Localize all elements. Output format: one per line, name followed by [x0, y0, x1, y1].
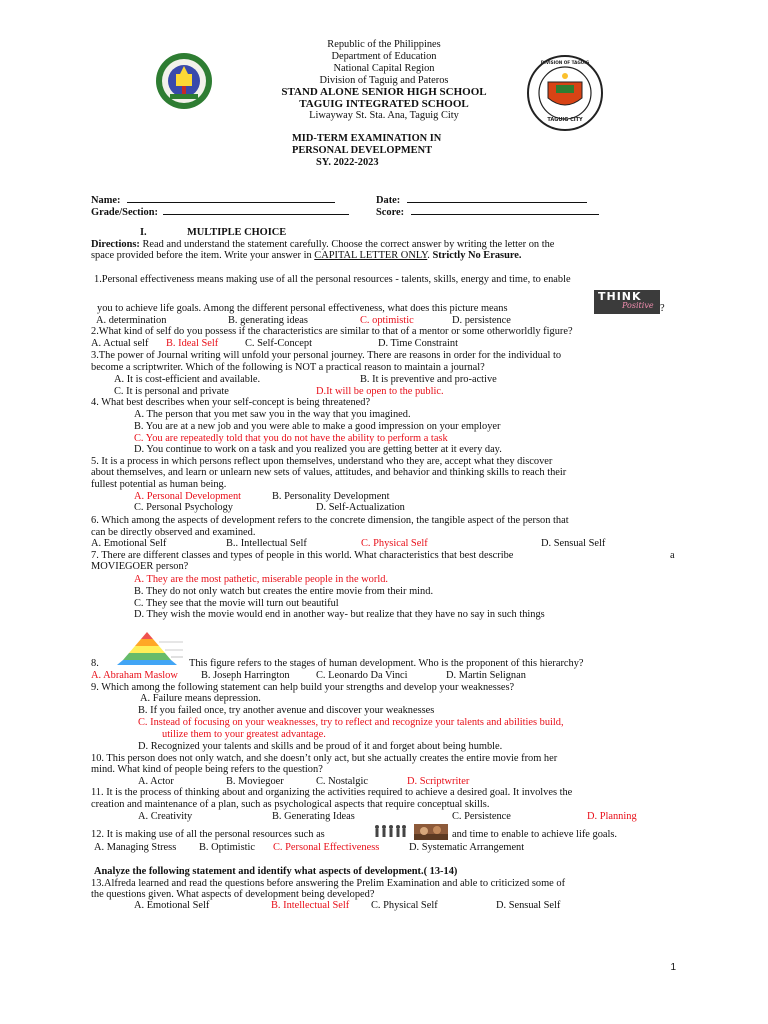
score-label: Score: [376, 207, 405, 218]
q2-option-d: D. Time Constraint [378, 338, 458, 349]
maslow-pyramid-image [107, 630, 187, 666]
q4-option-c: C. You are repeatedly told that you do not have the ability to perform a task [134, 433, 448, 444]
q5-line-2: about themselves, and learn or unlearn new sets of values, attitudes, and behavior and thinking skills to reach their [91, 467, 567, 478]
q4-option-b: B. You are at a new job and you were able to make a good impression on your employer [134, 421, 501, 432]
header-division: Division of Taguig and Pateros [319, 75, 449, 86]
q11-option-b: B. Generating Ideas [272, 811, 355, 822]
grade-line[interactable] [163, 205, 349, 215]
directions-text-1: Read and understand the statement carefully. Choose the correct answer by writing the letter on the [139, 239, 555, 250]
q7-option-b: B. They do not only watch but creates the entire movie from their mind. [134, 586, 434, 597]
q1-option-d: D. persistence [452, 315, 511, 326]
q5-line-1: 5. It is a process in which persons reflect upon themselves, understand who they are, accept what they discover [91, 456, 553, 467]
directions-strict: Strictly No Erasure. [432, 250, 522, 261]
directions-label: Directions: [91, 239, 140, 250]
q11-line-2: creation and maintenance of a plan, such as psychological aspects that require conceptual skills. [91, 799, 490, 810]
q10-option-c: C. Nostalgic [316, 776, 368, 787]
q7-line-2: MOVIEGOER person? [91, 561, 189, 572]
name-label: Name: [91, 195, 121, 206]
q13-option-b: B. Intellectual Self [271, 900, 350, 911]
q11-option-c: C. Persistence [452, 811, 511, 822]
q9-option-c-1: C. Instead of focusing on your weaknesses, try to reflect and recognize your talents and abilities build, [138, 717, 564, 728]
q9-option-d: D. Recognized your talents and skills and be proud of it and forget about being humble. [138, 741, 503, 752]
q12-option-c: C. Personal Effectiveness [273, 842, 380, 853]
header-address: Liwayway St. Sta. Ana, Taguig City [309, 110, 459, 121]
directions-line-2 [91, 250, 521, 262]
q4-option-d: D. You continue to work on a task and you realized you are getting better at it every day. [134, 444, 502, 455]
q3-option-a: A. It is cost-efficient and available. [114, 374, 261, 385]
q13-line-1: 13.Alfreda learned and read the questions before answering the Prelim Examination and able to criticized some of [91, 878, 566, 889]
q7-option-c: C. They see that the movie will turn out beautiful [134, 598, 339, 609]
q7-option-a: A. They are the most pathetic, miserable people in the world. [134, 574, 389, 585]
q3-option-b: B. It is preventive and pro-active [360, 374, 497, 385]
directions-caps: CAPITAL LETTER ONLY [314, 250, 428, 261]
q1-option-b: B. generating ideas [228, 315, 308, 326]
q8-number: 8. [91, 658, 99, 669]
q6-option-d: D. Sensual Self [541, 538, 606, 549]
header-republic: Republic of the Philippines [327, 39, 441, 50]
q6-option-b: B.. Intellectual Self [226, 538, 307, 549]
q9-line-1: 9. Which among the following statement can help build your strengths and develop your weaknesses? [91, 682, 515, 693]
header-school-1: STAND ALONE SENIOR HIGH SCHOOL [281, 86, 487, 98]
name-line[interactable] [127, 193, 335, 203]
q8-option-a: A. Abraham Maslow [91, 670, 178, 681]
q13-option-a: A. Emotional Self [134, 900, 210, 911]
q1-option-c: C. optimistic [360, 315, 414, 326]
svg-text:TAGUIG CITY: TAGUIG CITY [547, 117, 583, 123]
q5-option-c: C. Personal Psychology [134, 502, 234, 513]
q12-option-d: D. Systematic Arrangement [409, 842, 525, 853]
q7-line-1-end: a [670, 550, 675, 561]
skills-image [414, 824, 448, 840]
q10-option-a: A. Actor [138, 776, 174, 787]
q5-option-d: D. Self-Actualization [316, 502, 405, 513]
q5-line-3: fullest potential as human being. [91, 479, 227, 490]
q13-line-2: the questions given. What aspects of development being developed? [91, 889, 375, 900]
q7-line-1: 7. There are different classes and types of people in this world. What characteristics that best describe [91, 550, 514, 561]
q12-option-a: A. Managing Stress [94, 842, 177, 853]
header-deped: Department of Education [331, 51, 437, 62]
exam-title-1: MID-TERM EXAMINATION IN [292, 133, 442, 144]
section-title: MULTIPLE CHOICE [187, 227, 287, 238]
q3-option-d: D.It will be open to the public. [316, 386, 444, 397]
q8-line-1: This figure refers to the stages of human development. Who is the proponent of this hierarchy? [189, 658, 584, 669]
q2-line-1: 2.What kind of self do you possess if the characteristics are similar to that of a mentor or some otherworldly figure? [91, 326, 573, 337]
q5-option-a: A. Personal Development [134, 491, 242, 502]
q11-line-1: 11. It is the process of thinking about and organizing the activities required to achieve a desired goal. It involves the [91, 787, 573, 798]
date-label: Date: [376, 195, 401, 206]
svg-text:DIVISION OF TAGUIG: DIVISION OF TAGUIG [540, 60, 590, 65]
page-number: 1 [670, 962, 676, 973]
header-school-2: TAGUIG INTEGRATED SCHOOL [299, 98, 469, 110]
q12-line-1-end: and time to enable to achieve life goals. [452, 829, 618, 840]
score-field[interactable] [376, 205, 599, 219]
q10-option-d: D. Scriptwriter [407, 776, 470, 787]
q1-option-a: A. determination [96, 315, 167, 326]
q9-option-b: B. If you failed once, try another avenue and discover your weaknesses [138, 705, 435, 716]
q4-option-a: A. The person that you met saw you in the way that you imagined. [134, 409, 411, 420]
q9-option-a: A. Failure means depression. [140, 693, 261, 704]
directions-period: . [427, 250, 433, 261]
positive-text: Positive [622, 301, 654, 310]
grade-label: Grade/Section: [91, 207, 158, 218]
score-line[interactable] [411, 205, 599, 215]
q10-option-b: B. Moviegoer [226, 776, 284, 787]
exam-title-2: PERSONAL DEVELOPMENT [292, 145, 433, 156]
q10-line-1: 10. This person does not only watch, and she doesn’t only act, but she actually creates the entire movie from her [91, 753, 558, 764]
grade-field[interactable] [91, 205, 349, 219]
q1-line-2: you to achieve life goals. Among the different personal effectiveness, what does this picture means [97, 303, 508, 314]
q6-line-1: 6. Which among the aspects of development refers to the concrete dimension, the tangible aspect of the person that [91, 515, 569, 526]
q1-line-1: 1.Personal effectiveness means making use of all the personal resources - talents, skills, energy and time, to enable [94, 274, 571, 285]
date-line[interactable] [407, 193, 587, 203]
q3-option-c: C. It is personal and private [114, 386, 229, 397]
q11-option-d: D. Planning [587, 811, 637, 822]
q2-option-a: A. Actual self [91, 338, 149, 349]
q8-option-d: D. Martin Selignan [446, 670, 526, 681]
q6-option-c: C. Physical Self [361, 538, 428, 549]
q9-option-c-2: utilize them to your greatest advantage. [162, 729, 326, 740]
think-positive-image [594, 290, 660, 314]
q11-option-a: A. Creativity [138, 811, 193, 822]
q8-option-c: C. Leonardo Da Vinci [316, 670, 408, 681]
q12-option-b: B. Optimistic [199, 842, 255, 853]
think-text: THINK [598, 290, 642, 303]
section-number: I. [140, 227, 147, 238]
q7-option-d: D. They wish the movie would end in another way- but realize that they have no say in such things [134, 609, 545, 620]
q1-qmark: ? [660, 303, 665, 314]
q2-option-b: B. Ideal Self [166, 338, 219, 349]
q3-line-2: become a scriptwriter. Which of the following is NOT a practical reason to maintain a journal? [91, 362, 485, 373]
q6-line-2: can be directly observed and examined. [91, 527, 256, 538]
q13-option-d: D. Sensual Self [496, 900, 561, 911]
q12-line-1: 12. It is making use of all the personal resources such as [91, 829, 325, 840]
header-region: National Capital Region [333, 63, 435, 74]
q2-option-c: C. Self-Concept [245, 338, 312, 349]
exam-year: SY. 2022-2023 [316, 157, 379, 168]
q13-option-c: C. Physical Self [371, 900, 438, 911]
q10-line-2: mind. What kind of people being refers to the question? [91, 764, 323, 775]
q6-option-a: A. Emotional Self [91, 538, 167, 549]
q5-option-b: B. Personality Development [272, 491, 390, 502]
analyze-heading: Analyze the following statement and identify what aspects of development.( 13-14) [94, 866, 458, 877]
directions-text-2: space provided before the item. Write your answer in [91, 250, 315, 261]
talents-image [373, 824, 407, 840]
q4-line-1: 4. What best describes when your self-concept is being threatened? [91, 397, 371, 408]
q3-line-1: 3.The power of Journal writing will unfold your personal journey. There are reasons in order for the individual to [91, 350, 562, 361]
q8-option-b: B. Joseph Harrington [201, 670, 290, 681]
